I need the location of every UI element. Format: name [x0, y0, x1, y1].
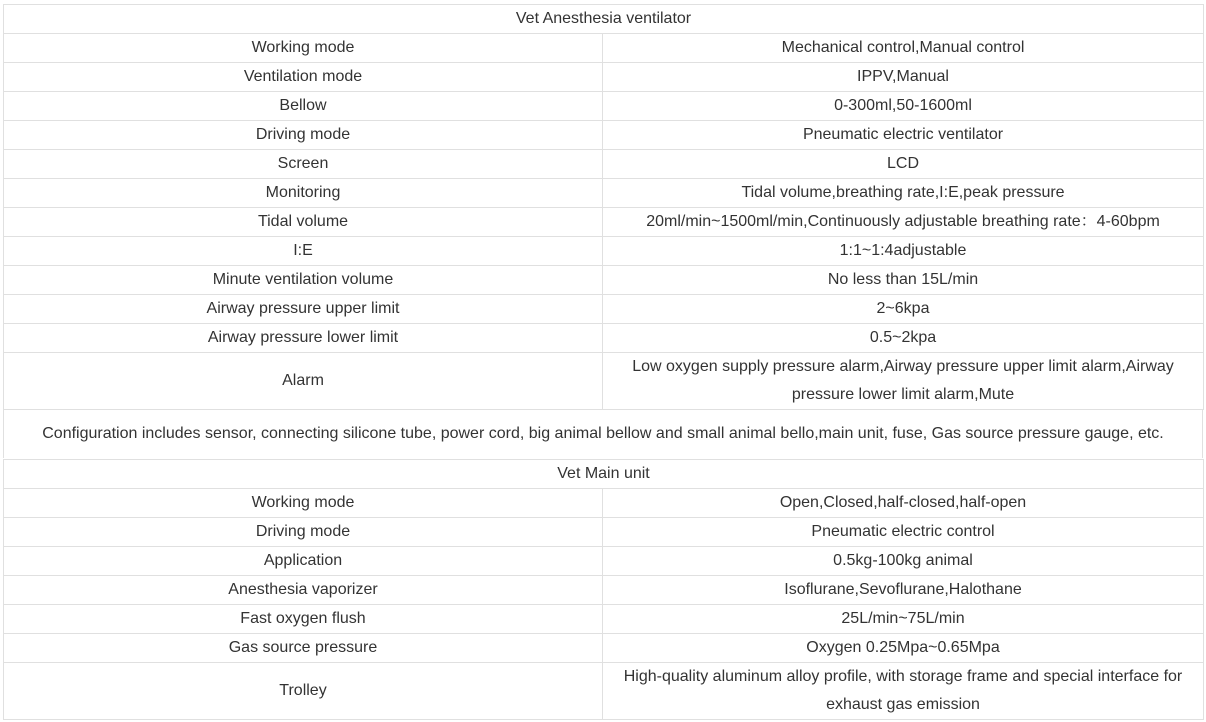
table-row [4, 208, 1204, 237]
table-row [4, 295, 1204, 324]
spec-label: Airway pressure upper limit [4, 295, 603, 324]
spec-label: Working mode [4, 489, 603, 518]
table-row [4, 353, 1204, 410]
spec-label: Gas source pressure [4, 634, 603, 663]
spec-value: 2~6kpa [603, 295, 1204, 324]
spec-label: Airway pressure lower limit [4, 324, 603, 353]
table-row [4, 63, 1204, 92]
spec-label: Screen [4, 150, 603, 179]
spec-value: 25L/min~75L/min [603, 605, 1204, 634]
spec-label: Alarm [4, 353, 603, 410]
spec-label: Driving mode [4, 121, 603, 150]
spec-label: Monitoring [4, 179, 603, 208]
ventilator-spec-table [3, 4, 1204, 410]
spec-value: 0-300ml,50-1600ml [603, 92, 1204, 121]
spec-value: IPPV,Manual [603, 63, 1204, 92]
spec-value: 20ml/min~1500ml/min,Continuously adjustable breathing rate：4-60bpm [603, 208, 1204, 237]
table-row [4, 489, 1204, 518]
table-row [4, 266, 1204, 295]
table-row [4, 324, 1204, 353]
table-row [4, 34, 1204, 63]
spec-value: Low oxygen supply pressure alarm,Airway pressure upper limit alarm,Airway pressure lower limit alarm,Mute [603, 353, 1204, 410]
table-title-row [4, 5, 1204, 34]
spec-value: Pneumatic electric ventilator [603, 121, 1204, 150]
spec-label: Minute ventilation volume [4, 266, 603, 295]
configuration-note: Configuration includes sensor, connecting silicone tube, power cord, big animal bellow and small animal bello,main unit, fuse, Gas source pressure gauge, etc. [3, 409, 1203, 458]
spec-value: 0.5~2kpa [603, 324, 1204, 353]
spec-label: Fast oxygen flush [4, 605, 603, 634]
spec-value: Open,Closed,half-closed,half-open [603, 489, 1204, 518]
table-row [4, 663, 1204, 720]
spec-value: Oxygen 0.25Mpa~0.65Mpa [603, 634, 1204, 663]
table-title-row [4, 460, 1204, 489]
spec-label: Ventilation mode [4, 63, 603, 92]
spec-value: Mechanical control,Manual control [603, 34, 1204, 63]
ventilator-table-title: Vet Anesthesia ventilator [4, 5, 1204, 34]
spec-label: Anesthesia vaporizer [4, 576, 603, 605]
spec-value: 1:1~1:4adjustable [603, 237, 1204, 266]
table-row [4, 237, 1204, 266]
spec-label: Working mode [4, 34, 603, 63]
spec-value: Tidal volume,breathing rate,I:E,peak pressure [603, 179, 1204, 208]
table-row [4, 547, 1204, 576]
spec-label: Trolley [4, 663, 603, 720]
spec-value: LCD [603, 150, 1204, 179]
spec-value: Isoflurane,Sevoflurane,Halothane [603, 576, 1204, 605]
table-row [4, 576, 1204, 605]
spec-value: No less than 15L/min [603, 266, 1204, 295]
table-row [4, 150, 1204, 179]
spec-value: Pneumatic electric control [603, 518, 1204, 547]
spec-value: High-quality aluminum alloy profile, with storage frame and special interface for exhaust gas emission [603, 663, 1204, 720]
table-row [4, 605, 1204, 634]
table-row [4, 179, 1204, 208]
spec-label: Application [4, 547, 603, 576]
table-row [4, 121, 1204, 150]
spec-label: Driving mode [4, 518, 603, 547]
main-unit-table-title: Vet Main unit [4, 460, 1204, 489]
table-row [4, 634, 1204, 663]
main-unit-spec-table [3, 459, 1204, 720]
spec-label: I:E [4, 237, 603, 266]
spec-label: Bellow [4, 92, 603, 121]
spec-value: 0.5kg-100kg animal [603, 547, 1204, 576]
spec-label: Tidal volume [4, 208, 603, 237]
table-row [4, 92, 1204, 121]
table-row [4, 518, 1204, 547]
